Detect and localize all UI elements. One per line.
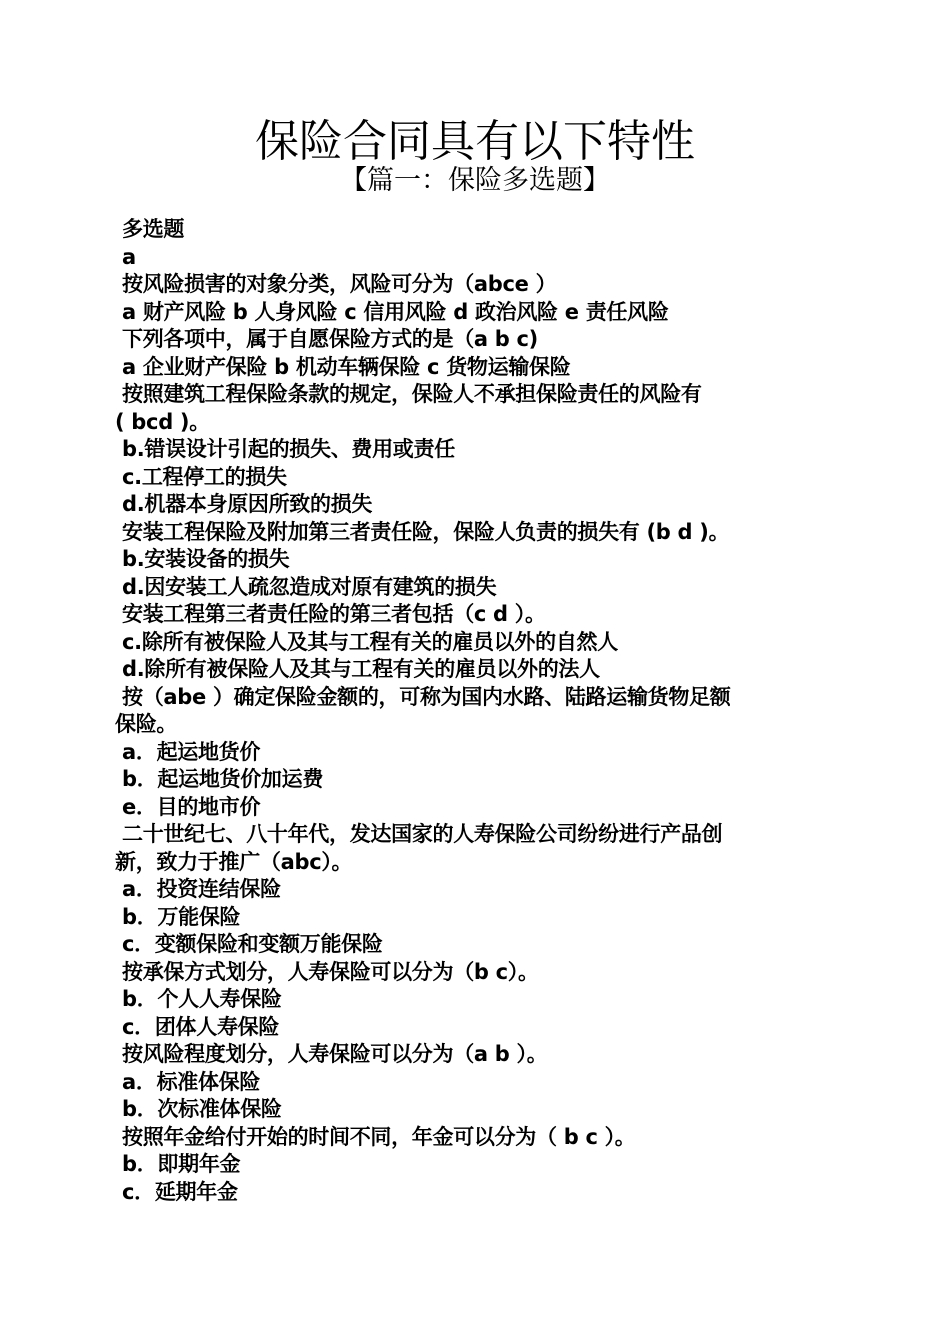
document-title: 保险合同具有以下特性	[255, 116, 695, 167]
question-line-continued: 保险。	[115, 712, 178, 736]
question-line: 按照年金给付开始的时间不同，年金可以分为（ b c ）。	[122, 1124, 636, 1149]
option-line: b．次标准体保险	[122, 1097, 282, 1121]
option-line: c．团体人寿保险	[122, 1014, 280, 1039]
document-subtitle: 【篇一：保险多选题】	[340, 165, 610, 196]
question-line: 二十世纪七、八十年代，发达国家的人寿保险公司纷纷进行产品创	[122, 822, 723, 846]
option-line: a 企业财产保险 b 机动车辆保险 c 货物运输保险	[122, 354, 571, 379]
text-line: a	[122, 244, 136, 269]
section-heading: 多选题	[122, 217, 185, 241]
question-line: 按风险损害的对象分类，风险可分为（abce ）	[122, 272, 557, 296]
option-line: b．即期年金	[122, 1152, 241, 1176]
question-line-continued: ( bcd )。	[115, 409, 210, 434]
option-line: b.安装设备的损失	[122, 547, 290, 571]
question-line: 下列各项中，属于自愿保险方式的是（a b c)	[122, 327, 538, 351]
option-line: a 财产风险 b 人身风险 c 信用风险 d 政治风险 e 责任风险	[122, 299, 669, 324]
option-line: b．起运地货价加运费	[122, 767, 324, 791]
option-line: c．变额保险和变额万能保险	[122, 932, 383, 956]
document-body	[115, 216, 835, 1206]
option-line: b．万能保险	[122, 904, 241, 929]
question-line: 按承保方式划分，人寿保险可以分为（b c）。	[122, 959, 539, 984]
question-line: 按风险程度划分，人寿保险可以分为（a b ）。	[122, 1042, 548, 1066]
option-line: b.错误设计引起的损失、费用或责任	[122, 437, 455, 461]
option-line: c．延期年金	[122, 1179, 238, 1204]
option-line: a．投资连结保险	[122, 877, 281, 901]
question-line: 按照建筑工程保险条款的规定，保险人不承担保险责任的风险有	[122, 382, 702, 406]
option-line: d.机器本身原因所致的损失	[122, 492, 373, 516]
option-line: a．标准体保险	[122, 1069, 261, 1094]
option-line: e．目的地市价	[122, 794, 261, 819]
option-line: d.除所有被保险人及其与工程有关的雇员以外的法人	[122, 657, 600, 681]
option-line: c.除所有被保险人及其与工程有关的雇员以外的自然人	[122, 629, 618, 654]
question-line: 安装工程第三者责任险的第三者包括（c d ）。	[122, 602, 546, 626]
option-line: b．个人人寿保险	[122, 987, 282, 1011]
option-line: a．起运地货价	[122, 739, 261, 764]
option-line: c.工程停工的损失	[122, 464, 287, 489]
question-line: 安装工程保险及附加第三者责任险，保险人负责的损失有 (b d )。	[122, 519, 730, 544]
question-line: 按（abe ）确定保险金额的，可称为国内水路、陆路运输货物足额	[122, 684, 731, 709]
option-line: d.因安装工人疏忽造成对原有建筑的损失	[122, 574, 497, 599]
question-line-continued: 新，致力于推广（abc）。	[115, 849, 353, 874]
